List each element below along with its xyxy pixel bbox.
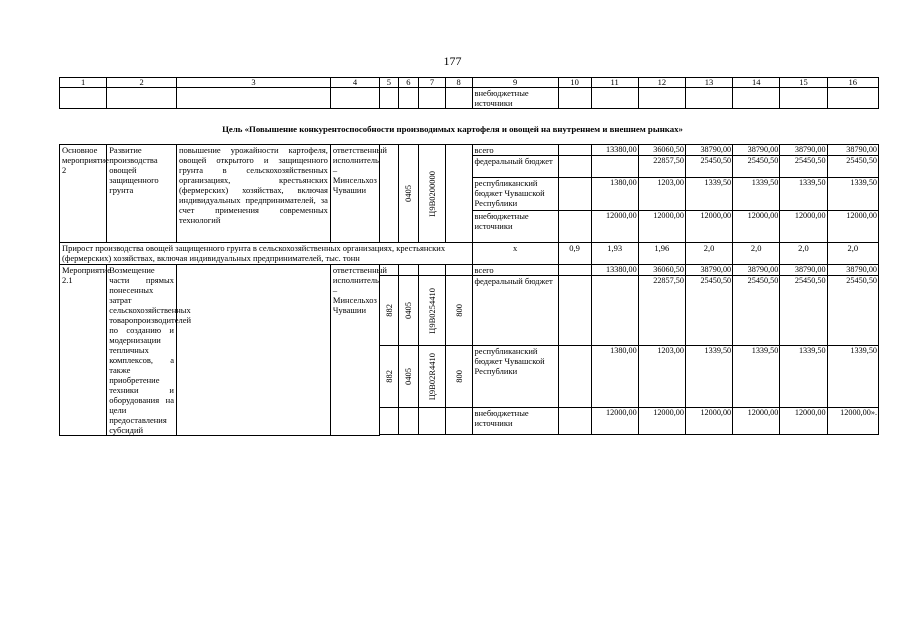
value-cell: 25450,50 [685, 156, 732, 178]
value-cell: 38790,00 [827, 265, 878, 276]
col-num: 5 [380, 78, 398, 88]
value-cell [591, 276, 638, 346]
indicator-value: 2,0 [733, 243, 780, 265]
value-cell: 38790,00 [685, 145, 732, 156]
value-cell: 12000,00 [638, 408, 685, 435]
value-cell: 12000,00 [827, 211, 878, 243]
value-cell: 38790,00 [827, 145, 878, 156]
value-cell: 12000,00». [827, 408, 878, 435]
col-num: 1 [60, 78, 107, 88]
col-num: 4 [330, 78, 379, 88]
value-cell: 13380,00 [591, 265, 638, 276]
indicator-value: 2,0 [827, 243, 878, 265]
value-cell: 1203,00 [638, 178, 685, 211]
event-name: Возмещение части прямых понесенных затрат сельскохозяйственных товаропроизводителей по созданию и модернизации тепличных комплексов, а также приобретение техники и оборудования на цели предоставления субсидий [107, 265, 177, 436]
value-cell: 25450,50 [733, 276, 780, 346]
value-cell: 25450,50 [685, 276, 732, 346]
target-article-code: Ц9В0254410 [426, 287, 437, 334]
value-cell: 38790,00 [780, 145, 827, 156]
goal-heading: Цель «Повышение конкурентоспособности производимых картофеля и овощей на внутреннем и внешнем рынках» [222, 124, 683, 134]
value-cell: 22857,50 [638, 156, 685, 178]
expense-type-code: 800 [453, 304, 464, 318]
value-cell: 1203,00 [638, 346, 685, 408]
col-num: 6 [398, 78, 419, 88]
value-cell: 12000,00 [733, 408, 780, 435]
value-cell: 1339,50 [780, 346, 827, 408]
value-cell: 12000,00 [685, 211, 732, 243]
value-cell: 22857,50 [638, 276, 685, 346]
value-cell: 12000,00 [591, 408, 638, 435]
value-cell: 12000,00 [685, 408, 732, 435]
target-article-code: Ц9В0200000 [426, 170, 437, 217]
funding-source: всего [472, 145, 558, 156]
value-cell: 12000,00 [780, 408, 827, 435]
section-code: 0405 [403, 368, 414, 386]
value-cell: 38790,00 [733, 145, 780, 156]
expense-type-code: 800 [453, 370, 464, 384]
value-cell: 25450,50 [733, 156, 780, 178]
page-number: 177 [443, 54, 462, 68]
funding-source: республиканский бюджет Чувашской Республики [472, 178, 558, 211]
indicator-value: 0,9 [558, 243, 591, 265]
col-num: 14 [733, 78, 780, 88]
value-cell: 12000,00 [780, 211, 827, 243]
target-article-code: Ц9В02R4410 [426, 353, 437, 401]
value-cell: 25450,50 [827, 156, 878, 178]
value-cell: 12000,00 [591, 211, 638, 243]
value-cell: 1339,50 [733, 178, 780, 211]
value-cell: 1339,50 [827, 346, 878, 408]
indicator-value: 2,0 [685, 243, 732, 265]
value-cell [591, 156, 638, 178]
indicator-value: 1,93 [591, 243, 638, 265]
header-table [59, 77, 879, 109]
event-responsible: ответственный исполнитель – Минсельхоз Чувашии [330, 145, 379, 243]
value-cell: 1339,50 [733, 346, 780, 408]
col-num: 15 [780, 78, 827, 88]
value-cell: 1339,50 [827, 178, 878, 211]
value-cell: 25450,50 [827, 276, 878, 346]
event-responsible: ответственный исполнитель – Минсельхоз Чувашии [330, 265, 379, 436]
funding-source: федеральный бюджет [472, 156, 558, 178]
indicator-value: 2,0 [780, 243, 827, 265]
funding-source: республиканский бюджет Чувашской Республики [472, 346, 558, 408]
value-cell: 1339,50 [685, 178, 732, 211]
value-cell: 36060,50 [638, 145, 685, 156]
column-number-row [60, 78, 879, 88]
event-name: Развитие производства овощей защищенного грунта [107, 145, 177, 243]
section-code: 0405 [403, 302, 414, 320]
value-cell: 25450,50 [780, 276, 827, 346]
table-row [60, 145, 879, 156]
indicator-text: Прирост производства овощей защищенного грунта в сельскохозяйственных организациях, крестьянских (фермерских) хозяйствах, включая индивидуальных предпринимателей, тыс. тонн [60, 243, 473, 265]
ministry-code: 882 [383, 370, 394, 384]
value-cell: 38790,00 [780, 265, 827, 276]
indicator-row [60, 243, 879, 265]
funding-source: всего [472, 265, 558, 276]
funding-source: внебюджетные источники [472, 88, 558, 109]
col-num: 12 [638, 78, 685, 88]
col-num: 8 [445, 78, 472, 88]
value-cell: 1380,00 [591, 178, 638, 211]
value-cell: 1380,00 [591, 346, 638, 408]
value-cell: 1339,50 [685, 346, 732, 408]
main-table [59, 144, 879, 436]
col-num: 13 [685, 78, 732, 88]
event-type: Мероприятие 2.1 [60, 265, 107, 436]
section-code: 0405 [403, 185, 414, 202]
value-cell: 36060,50 [638, 265, 685, 276]
indicator-value: х [472, 243, 558, 265]
value-cell: 38790,00 [733, 265, 780, 276]
table-row [60, 88, 879, 109]
col-num: 3 [176, 78, 330, 88]
col-num: 2 [107, 78, 177, 88]
value-cell: 25450,50 [780, 156, 827, 178]
value-cell: 12000,00 [733, 211, 780, 243]
col-num: 16 [827, 78, 878, 88]
funding-source: внебюджетные источники [472, 211, 558, 243]
event-type: Основное мероприятие 2 [60, 145, 107, 243]
funding-source: федеральный бюджет [472, 276, 558, 346]
value-cell: 13380,00 [591, 145, 638, 156]
table-row [60, 265, 879, 276]
col-num: 10 [558, 78, 591, 88]
value-cell: 12000,00 [638, 211, 685, 243]
value-cell: 38790,00 [685, 265, 732, 276]
col-num: 9 [472, 78, 558, 88]
col-num: 7 [419, 78, 446, 88]
col-num: 11 [591, 78, 638, 88]
value-cell: 1339,50 [780, 178, 827, 211]
indicator-value: 1,96 [638, 243, 685, 265]
funding-source: внебюджетные источники [472, 408, 558, 435]
event-description: повышение урожайности картофеля, овощей открытого и защищенного грунта в сельскохозяйственных организациях, крестьянских (фермерских) хозяйствах, включая индивидуальных предпринимателей, за счет применения современных технологий [176, 145, 330, 243]
ministry-code: 882 [383, 304, 394, 318]
